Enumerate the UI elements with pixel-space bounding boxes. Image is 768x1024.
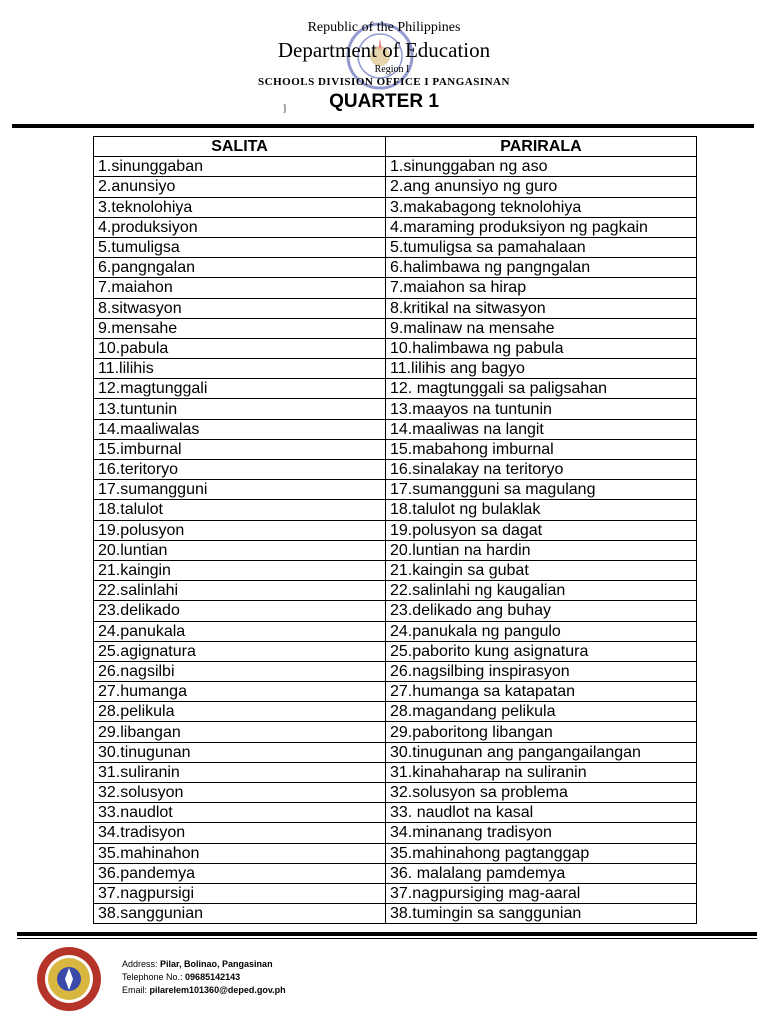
quarter-title: QUARTER 1: [329, 91, 439, 112]
table-row: [94, 520, 697, 540]
stray-mark: ]: [283, 103, 286, 113]
salita-cell: 34.tradisyon: [94, 823, 386, 843]
table-row: [94, 278, 697, 298]
column-header-salita: SALITA: [94, 137, 386, 157]
salita-cell: 1.sinunggaban: [94, 157, 386, 177]
parirala-cell: 12. magtunggali sa paligsahan: [386, 379, 697, 399]
table-row: [94, 258, 697, 278]
vocabulary-table: [93, 136, 697, 924]
parirala-cell: 27.humanga sa katapatan: [386, 682, 697, 702]
table-row: [94, 560, 697, 580]
salita-cell: 5.tumuligsa: [94, 237, 386, 257]
parirala-cell: 30.tinugunan ang pangangailangan: [386, 742, 697, 762]
parirala-cell: 28.magandang pelikula: [386, 702, 697, 722]
division-line: SCHOOLS DIVISION OFFICE I PANGASINAN: [258, 76, 510, 88]
salita-cell: 22.salinlahi: [94, 581, 386, 601]
table-row: [94, 621, 697, 641]
table-row: [94, 379, 697, 399]
table-row: [94, 540, 697, 560]
parirala-cell: 25.paborito kung asignatura: [386, 641, 697, 661]
table-row: [94, 177, 697, 197]
table-row: [94, 480, 697, 500]
parirala-cell: 8.kritikal na sitwasyon: [386, 298, 697, 318]
salita-cell: 21.kaingin: [94, 560, 386, 580]
table-row: [94, 803, 697, 823]
parirala-cell: 15.mabahong imburnal: [386, 439, 697, 459]
salita-cell: 25.agignatura: [94, 641, 386, 661]
table-row: [94, 863, 697, 883]
salita-cell: 17.sumangguni: [94, 480, 386, 500]
table-row: [94, 581, 697, 601]
table-row: [94, 298, 697, 318]
parirala-cell: 6.halimbawa ng pangngalan: [386, 258, 697, 278]
footer-contact: [122, 958, 286, 997]
parirala-cell: 19.polusyon sa dagat: [386, 520, 697, 540]
salita-cell: 29.libangan: [94, 722, 386, 742]
parirala-cell: 5.tumuligsa sa pamahalaan: [386, 237, 697, 257]
parirala-cell: 38.tumingin sa sanggunian: [386, 904, 697, 924]
parirala-cell: 34.minanang tradisyon: [386, 823, 697, 843]
salita-cell: 8.sitwasyon: [94, 298, 386, 318]
parirala-cell: 29.paboritong libangan: [386, 722, 697, 742]
salita-cell: 10.pabula: [94, 338, 386, 358]
vocabulary-rows: [94, 157, 697, 924]
salita-cell: 16.teritoryo: [94, 460, 386, 480]
republic-line: Republic of the Philippines: [307, 20, 461, 35]
parirala-cell: 22.salinlahi ng kaugalian: [386, 581, 697, 601]
table-row: [94, 883, 697, 903]
parirala-cell: 26.nagsilbing inspirasyon: [386, 661, 697, 681]
salita-cell: 31.suliranin: [94, 762, 386, 782]
table-row: [94, 217, 697, 237]
salita-cell: 28.pelikula: [94, 702, 386, 722]
parirala-cell: 17.sumangguni sa magulang: [386, 480, 697, 500]
salita-cell: 26.nagsilbi: [94, 661, 386, 681]
parirala-cell: 13.maayos na tuntunin: [386, 399, 697, 419]
table-row: [94, 460, 697, 480]
footer-email: Email: pilarelem101360@deped.gov.ph: [122, 985, 286, 995]
region-line: Region I: [374, 64, 410, 75]
table-row: [94, 783, 697, 803]
salita-cell: 32.solusyon: [94, 783, 386, 803]
salita-cell: 27.humanga: [94, 682, 386, 702]
footer-address: Address: Pilar, Bolinao, Pangasinan: [122, 959, 273, 969]
parirala-cell: 1.sinunggaban ng aso: [386, 157, 697, 177]
salita-cell: 23.delikado: [94, 601, 386, 621]
salita-cell: 30.tinugunan: [94, 742, 386, 762]
table-row: [94, 702, 697, 722]
salita-cell: 4.produksiyon: [94, 217, 386, 237]
parirala-cell: 37.nagpursiging mag-aaral: [386, 883, 697, 903]
table-row: [94, 601, 697, 621]
table-row: [94, 500, 697, 520]
parirala-cell: 33. naudlot na kasal: [386, 803, 697, 823]
parirala-cell: 18.talulot ng bulaklak: [386, 500, 697, 520]
school-logo-icon: [36, 946, 102, 1012]
table-row: [94, 762, 697, 782]
table-row: [94, 399, 697, 419]
parirala-cell: 16.sinalakay na teritoryo: [386, 460, 697, 480]
parirala-cell: 20.luntian na hardin: [386, 540, 697, 560]
parirala-cell: 10.halimbawa ng pabula: [386, 338, 697, 358]
parirala-cell: 11.lilihis ang bagyo: [386, 359, 697, 379]
salita-cell: 24.panukala: [94, 621, 386, 641]
salita-cell: 13.tuntunin: [94, 399, 386, 419]
parirala-cell: 24.panukala ng pangulo: [386, 621, 697, 641]
table-row: [94, 742, 697, 762]
header-divider: [12, 124, 754, 128]
salita-cell: 6.pangngalan: [94, 258, 386, 278]
table-row: [94, 338, 697, 358]
salita-cell: 9.mensahe: [94, 318, 386, 338]
salita-cell: 11.lilihis: [94, 359, 386, 379]
column-header-parirala: PARIRALA: [386, 137, 697, 157]
salita-cell: 7.maiahon: [94, 278, 386, 298]
parirala-cell: 35.mahinahong pagtanggap: [386, 843, 697, 863]
salita-cell: 14.maaliwalas: [94, 419, 386, 439]
parirala-cell: 2.ang anunsiyo ng guro: [386, 177, 697, 197]
parirala-cell: 9.malinaw na mensahe: [386, 318, 697, 338]
parirala-cell: 3.makabagong teknolohiya: [386, 197, 697, 217]
table-row: [94, 904, 697, 924]
salita-cell: 12.magtunggali: [94, 379, 386, 399]
table-row: [94, 641, 697, 661]
salita-cell: 3.teknolohiya: [94, 197, 386, 217]
footer-divider: [17, 932, 757, 936]
parirala-cell: 23.delikado ang buhay: [386, 601, 697, 621]
table-row: [94, 439, 697, 459]
table-row: [94, 682, 697, 702]
salita-cell: 36.pandemya: [94, 863, 386, 883]
parirala-cell: 4.maraming produksiyon ng pagkain: [386, 217, 697, 237]
parirala-cell: 7.maiahon sa hirap: [386, 278, 697, 298]
salita-cell: 15.imburnal: [94, 439, 386, 459]
parirala-cell: 14.maaliwas na langit: [386, 419, 697, 439]
table-row: [94, 823, 697, 843]
table-row: [94, 157, 697, 177]
salita-cell: 2.anunsiyo: [94, 177, 386, 197]
salita-cell: 18.talulot: [94, 500, 386, 520]
salita-cell: 37.nagpursigi: [94, 883, 386, 903]
table-row: [94, 843, 697, 863]
parirala-cell: 21.kaingin sa gubat: [386, 560, 697, 580]
table-row: [94, 419, 697, 439]
salita-cell: 33.naudlot: [94, 803, 386, 823]
table-row: [94, 661, 697, 681]
salita-cell: 38.sanggunian: [94, 904, 386, 924]
parirala-cell: 32.solusyon sa problema: [386, 783, 697, 803]
salita-cell: 20.luntian: [94, 540, 386, 560]
table-header-row: [94, 137, 697, 157]
document-header: [0, 0, 768, 125]
footer-phone: Telephone No.: 09685142143: [122, 972, 241, 982]
table-row: [94, 318, 697, 338]
salita-cell: 35.mahinahon: [94, 843, 386, 863]
department-title: Department of Education: [277, 38, 491, 62]
table-row: [94, 237, 697, 257]
salita-cell: 19.polusyon: [94, 520, 386, 540]
table-row: [94, 359, 697, 379]
parirala-cell: 31.kinahaharap na suliranin: [386, 762, 697, 782]
table-row: [94, 722, 697, 742]
footer-divider-thin: [17, 938, 757, 939]
table-row: [94, 197, 697, 217]
parirala-cell: 36. malalang pamdemya: [386, 863, 697, 883]
